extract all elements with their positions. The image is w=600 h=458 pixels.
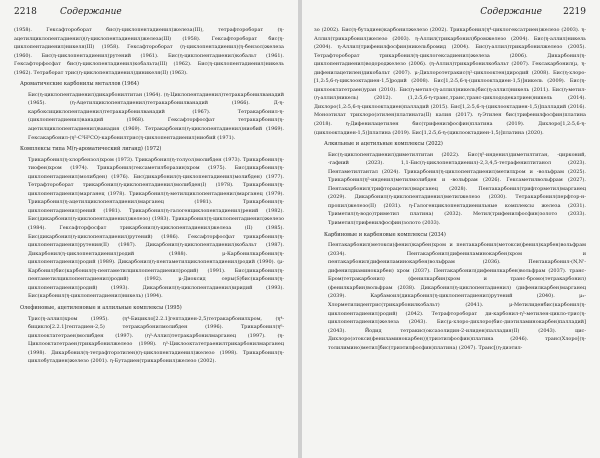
right-page bbox=[302, 0, 600, 458]
page-number: 2219 bbox=[563, 7, 586, 17]
section-heading: Карбиновые и карбеновые комплексы (2034) bbox=[324, 231, 446, 238]
left-page-text bbox=[14, 26, 284, 368]
entry-paragraph: зо (2002). Бис(η-бутадиен)карбонилжелезо (2002). Трикарбонил(η⁴-циклогексатриен)железо (2003). η-Аллил(трикарбонил)железо (2003). η-Аллил(трикарбонил)бромжелезо (2004). Бис(η-аллил)никель (2004). η-Аллил(трифенилфосфин)никельбромид (2004). Бис(η-аллил)трикарбонилжелезо (2005). Тетрафтороборат трикарбонил(η-циклогексадиенил)железа (2006). Дикарбонил(η-циклопентадиенил)водороджелезо (2006). (η-Аллил)трикарбонилкобальт (2007). Гексакарбонил(μ, η-дифенилацетилен)дикобальт (2007). μ-Дихлоротетракис(η²-циклооктен)диродий (2008). Бис(η-хлоро-[1,2:5,6-η-циклооктадиен-1,5]родий (2008). Бис[1,2:5,6-η-(циклооктадиен-1,5)]никель (2009). Бис(η-циклооктатетраен)уран (2010). Бис(η-метил-(η-аллил)никель)бис(η-аллил)никель (2011). Бис(η-метил-(η-аллил)никель) (2012). (1,2:5,6-η-транс,транс,транс-циклододекатриен)никель (2014). Дихлоро(1,2:5,6-η-циклооктадиен)палладий (2015). Бис[1,2:5,6-η-(циклооктадиен-1,5)]палладий (2016). Моноэтилат трихлоро(этилен)платината(II) калия (2017). η-Этилен бис(трифенилфосфин)платина (2018). η-Дифенилацетилен бис(трифенилфосфин)платина (2019). Дихлоро[1,2:5,6-η-(циклооктадиен-1,5)]платина (2019). Бис[1,2:5,6-η-(циклооктадиен-1,5)]платина (2020). bbox=[314, 27, 586, 136]
entry-paragraph: Трикарбонил(η-хлорбензол)хром (1973). Трикарбонил(η-толуол)молибден (1973). Трикарбонил(η-тиофен)хром (1974). Трикарбонил(гексаметилборазин)хром (1975). Бис(дикарбонил(η-циклопентадиенил)молибден) (1976). Бис(дикарбонил(η-циклопентадиенил)молибден) (1977). Тетрафтороборат трикарбонил(η-циклопентадиенил)молибден(I) (1978). Трикарбонил(η-циклопентадиенил)марганец (1978). Трикарбонил(η-метилциклопентадиенил)марганец (1979). Трикарбонил(η-ацетилциклопентадиенил)марганец (1981). Трикарбонил(η-циклопентадиенил)рений (1981). Трикарбонил(η-галогенциклопентадиенил)рений (1982). Бис(дикарбонил(η-циклопентадиенил)железо) (1983). Трикарбонил(η-циклопентадиенил)железо (1984). Гексафторфосфат трикарбонил(η-циклопентадиенил)железа (II) (1985). Бис(дикарбонил(η-циклопентадиенил)рутений) (1986). Гексафторфосфат трикарбонил(η-циклопентадиенил)рутения(II) (1987). Дикарбонил(η-циклопентадиенил)кобальт (1987). Дикарбонил(η-циклопентадиенил)родий (1988). μ-Карбонилкарбонил(η-циклопентадиенил)родий (1989). Дикарбонил(η-пентаметилциклопентадиенил)родий (1990). (μ-Карбонил)бис(карбонил(η-пентаметилциклопентадиенил)родий) (1991). Бис(дикарбонил(η-пентаметилциклопентадиенил)родий) (1992). μ-Диоксид серы(S)бис(карбонил(η-циклопентадиенил)родий) (1993). Дикарбонил(η-циклопентадиенил)иридий (1993). Бис(карбонил(η-циклопентадиенил)никель) (1994). bbox=[28, 156, 284, 300]
section-heading: Олефиновые, ацетиленовые и аллильные комплексы (1995) bbox=[20, 304, 182, 311]
running-head: Содержание bbox=[480, 7, 542, 17]
section-heading: Комплексы типа M(η-ароматический лиганд) (1972) bbox=[20, 146, 162, 153]
section-heading: Ароматические карбонилы металлов (1964) bbox=[20, 81, 139, 88]
page-number: 2218 bbox=[14, 7, 37, 17]
left-page-header bbox=[14, 7, 284, 19]
running-head: Содержание bbox=[60, 7, 122, 17]
entry-paragraph: Пентакарбонил(метокси(фенил)карбен)хром и пентакарбонил(метокси(фенил)карбен)вольфрам (2034). Пентакарбонил(дифениламинокарбен)хром и пентакарбонил(дифениламинокарбен)вольфрам (2036). Пентакарбонил-(N,N'-дифенилдиаминокарбен) хром (2037). Пентакарбонил(дифенилкарбен)вольфрам (2037). транс-Бром(тетракарбонил) (фенилкарбин)хром и транс-бромо(тетракарбонил) (фенилкарбин)вольфрам (2038). Дикарбонил(η-циклопентадиенил) (дифенилкарбен)марганец (2039). Карбамоил(дикарбонил(η-циклопентадиенил)рутений (2040). μ₂-Хлорметилидентрис(трикарбонилкобальт) (2041). μ-Метилиденбис(карбонил(η-циклопентадиенил)родий) (2042). Тетрафтороборат ди-карбонил-η⁵-метилен-цикло-трис(η-циклопентадиенил)железа (2043). Бис(μ-хлоро-дихлоро(бис-диэтиламинокарбен)палладий] (2043). Йодид тетракис(оксазолидин-2-илиден)палладия(II) (2043). цис-Дихлоро(этокси(фениламинокарбен))(триэтилфосфин)платина (2046). транс(Хлоро[(η-толилимино)метил]бис(триэтилфосфин)платина) (2047). Транс[(η-диэтил- bbox=[328, 242, 586, 351]
entry-paragraph: Трис(η-аллил)хром (1995). (η⁴-Бицикло[2.2.1]гептадиен-2,5)тетракарбонилхром, (η⁴-бицикло[2.2.1]гептадиен-2,5) тетракарбонилмолибден (1996). Трикарбонил(η⁶-циклооктатетраен)молибден (1997). (η³-Аллил)тетракарбонилмарганец (1997). (η-Циклооктатетраен)трикарбонилжелезо (1998). η³-Циклооктатетраенилтрикарбонилмарганец (1998). Дикарбонил(η-тетрафторэтилен)(η-циклопентадиенил)железо (1998). Трикарбонил(η-циклобутадиен)железо (2001). η-Бутадиен(трикарбонил)железо (2002). bbox=[28, 315, 284, 365]
entry-paragraph: Бис(η-циклопентадиенил)диметилтитан (2022). Бис(η⁵-инденил)диметилтитан, -цирконий, -гафний (2023). 1,1-Бис(η-циклопентадиенил)-2,3,4,5-тетрафенилтитанол (2023). Пентаметилтантал (2024). Трикарбонил(η-циклопентадиенил)метилхром и -вольфрам (2025). Трикарбонил(η⁵-инденил)метилмолибден и -вольфрам (2026). Гексаметилвольфрам (2027). Пентакарбонил(трифторацетил)марганец (2028). Пентакарбонил(трифторметил)марганец (2029). Дикарбонил(η-циклопентадиенил)метилжелезо (2030). Тетракарбонил(перфтор-н-пропил)железо(II) (2031). η-Галогенциклопентадиенильные комплексы железа (2031). Триметил(η-водо)триметил платина) (2032). Метил(трифенилфосфин)золото (2033). Триметил(трифенилфосфин)золото (2033). bbox=[328, 151, 586, 227]
left-page bbox=[0, 0, 298, 458]
right-page-header bbox=[316, 7, 586, 19]
section-heading: Алкильные и ацетильные комплексы (2022) bbox=[324, 141, 443, 148]
entry-paragraph: (1958). Гексафтороборат бис(η-циклопентадиенил)железа(III), тетрафтороборат (η-ацетилциклопентадиенил)(η-циклопентадиенил)железа(III) (1958). Гексафтороборат бис(η-циклопентадиенил)никеля(III) (1958). Гексафтороборат (η-циклопентадиенил)(η-бензол)железа (1960). Бис(η-циклопентадиенил)рутений (1961). Бис(η-циклопентадиенил)кобальт (1961). Гексафторфосфат бис(η-циклопентадиенил)кобальта(III) (1962). Бис(η-циклопентадиенил)никель (1962). Тетраборат трис(η-циклопентадиенил)диникеля(II) (1963). bbox=[14, 27, 284, 76]
right-page-text bbox=[314, 26, 586, 354]
entry-paragraph: Бис(η-циклопентадиенил)дикарбонилтитан (1964). (η-Циклопентадиенил)тетракарбонилванадий (1965). (η-Ацетилциклопентадиенил)тетракарбонилванадий (1966). Д-η-карбоксициклопентадиенил)тетракарбонилванадий (1967). Тетракарбонил-η-(циклопентадиенил)ванадий (1968). Гексафторфосфат тетракарбонил(η-ацетилциклопентадиенил)ванадия (1969). Тетракарбонил(η-циклопентадиенил)ниобий (1969). Гексакарбонил-(η⁵-C⁵H⁵CO)-карбонилтрис(η-циклопентадиенил)ниобий (1971). bbox=[28, 91, 284, 141]
